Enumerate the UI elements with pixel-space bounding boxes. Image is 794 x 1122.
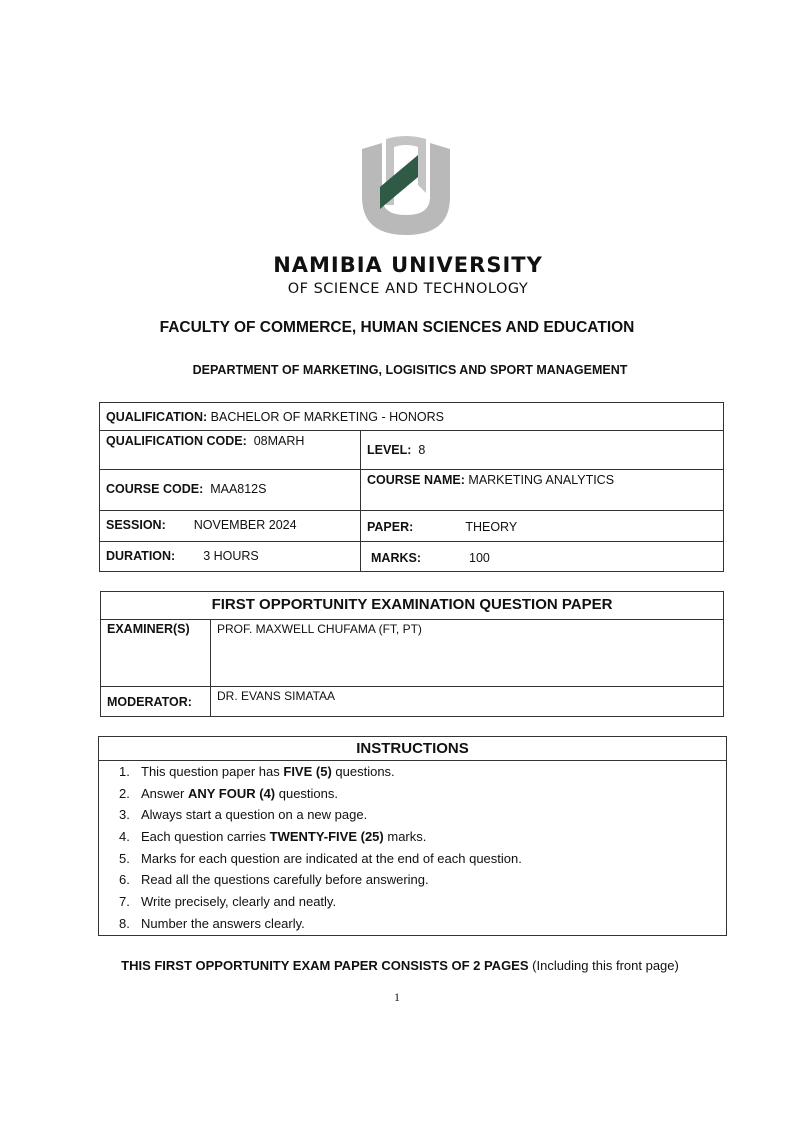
item-number: 7. xyxy=(119,894,130,910)
course-details-table xyxy=(99,402,724,572)
instruction-item xyxy=(99,913,726,935)
item-text: Write precisely, clearly and neatly. xyxy=(141,894,337,910)
item-number: 6. xyxy=(119,872,130,888)
instruction-item xyxy=(99,848,726,870)
page-count-note xyxy=(20,958,780,973)
label: PAPER: xyxy=(367,520,414,534)
item-text-end: marks. xyxy=(383,829,427,845)
instructions-title: INSTRUCTIONS xyxy=(99,737,726,761)
instruction-item xyxy=(99,826,726,848)
label: MARKS: xyxy=(371,551,421,565)
instruction-item xyxy=(99,804,726,826)
moderator-name: DR. EVANS SIMATAA xyxy=(211,687,724,717)
university-name: NAMIBIA UNIVERSITY xyxy=(273,253,543,277)
examiner-label: EXAMINER(S) xyxy=(101,620,211,687)
examiner-name: PROF. MAXWELL CHUFAMA (FT, PT) xyxy=(211,620,724,687)
level: 8 xyxy=(418,443,426,457)
duration: 3 HOURS xyxy=(203,549,259,563)
item-emphasis: FIVE (5) xyxy=(283,764,332,779)
examiners-table xyxy=(100,591,724,717)
label: DURATION: xyxy=(106,549,176,563)
label: SESSION: xyxy=(106,518,166,532)
qualification: BACHELOR OF MARKETING - HONORS xyxy=(210,410,444,424)
instruction-item xyxy=(99,783,726,805)
course-code: MAA812S xyxy=(210,482,267,496)
note-bold: THIS FIRST OPPORTUNITY EXAM PAPER CONSISTS OF 2 PAGES xyxy=(121,958,529,973)
item-text-end: questions. xyxy=(275,785,338,801)
item-number: 1. xyxy=(119,764,130,779)
item-number: 5. xyxy=(119,850,130,866)
moderator-label: MODERATOR: xyxy=(101,687,211,717)
instructions-list xyxy=(99,761,726,935)
department-title: DEPARTMENT OF MARKETING, LOGISITICS AND SPORT MANAGEMENT xyxy=(192,363,628,377)
marks: 100 xyxy=(469,551,490,565)
instruction-item xyxy=(99,891,726,913)
university-logo-icon xyxy=(358,135,454,239)
label: QUALIFICATION CODE: xyxy=(106,434,247,448)
item-text: Answer xyxy=(141,785,188,801)
exam-title: FIRST OPPORTUNITY EXAMINATION QUESTION PAPER xyxy=(101,592,724,620)
item-number: 2. xyxy=(119,785,130,801)
faculty-title: FACULTY OF COMMERCE, HUMAN SCIENCES AND EDUCATION xyxy=(159,319,635,336)
item-emphasis: ANY FOUR (4) xyxy=(187,785,276,801)
university-subtitle: OF SCIENCE AND TECHNOLOGY xyxy=(287,281,529,297)
instruction-item xyxy=(99,869,726,891)
item-text: Always start a question on a new page. xyxy=(141,807,368,823)
session: NOVEMBER 2024 xyxy=(193,518,297,532)
label: COURSE CODE: xyxy=(106,482,204,496)
label: QUALIFICATION: xyxy=(106,410,208,424)
course-name: MARKETING ANALYTICS xyxy=(468,473,615,487)
item-text: Number the answers clearly. xyxy=(141,915,305,931)
item-number: 4. xyxy=(119,829,130,845)
item-number: 3. xyxy=(119,807,130,823)
item-text: This question paper has xyxy=(141,764,284,779)
note-normal: (Including this front page) xyxy=(528,958,679,973)
item-number: 8. xyxy=(119,915,130,931)
instruction-item xyxy=(99,761,726,783)
item-text: Each question carries xyxy=(141,829,270,845)
qualification-code: 08MARH xyxy=(253,434,305,448)
page-number: 1 xyxy=(394,990,400,1004)
item-emphasis: TWENTY-FIVE (25) xyxy=(269,829,384,845)
item-text-end: questions. xyxy=(331,764,395,779)
instructions-box xyxy=(98,736,727,936)
label: COURSE NAME: xyxy=(367,473,465,487)
paper: THEORY xyxy=(465,520,518,534)
item-text: Marks for each question are indicated at the end of each question. xyxy=(141,850,522,866)
label: LEVEL: xyxy=(367,443,412,457)
item-text: Read all the questions carefully before answering. xyxy=(141,872,429,888)
